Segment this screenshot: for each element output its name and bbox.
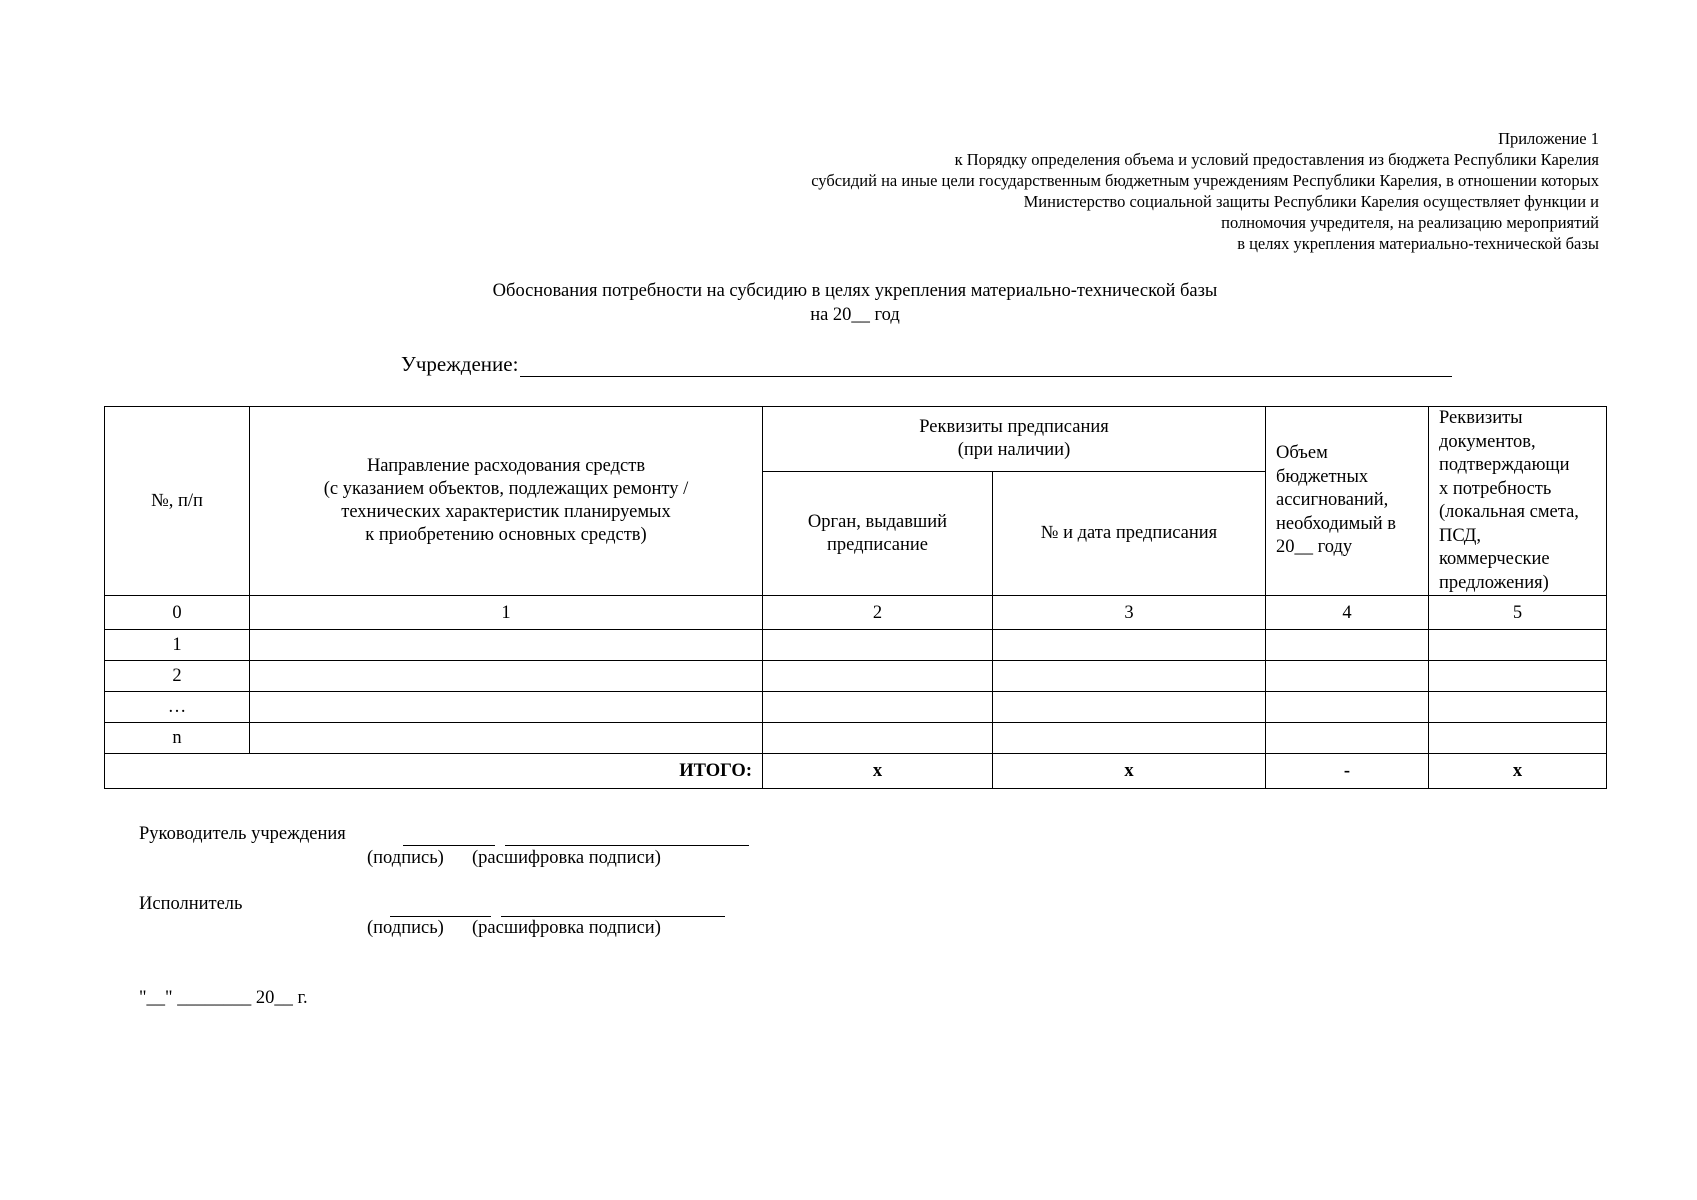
header-documents-line: ПСД, [1439,525,1482,546]
table-cell[interactable] [1429,723,1607,754]
appendix-line: Министерство социальной защиты Республики Карелия осуществляет функции и [1023,192,1599,211]
appendix-line: к Порядку определения объема и условий предоставления из бюджета Республики Карелия [954,150,1599,169]
header-volume [1266,407,1429,596]
table-cell[interactable] [1266,661,1429,692]
table-cell[interactable] [763,630,993,661]
date-line: "__" ________ 20__ г. [139,988,308,1008]
institution-underline[interactable] [520,354,1452,377]
table-cell[interactable] [250,723,763,754]
appendix-line: полномочия учредителя, на реализацию мероприятий [1221,213,1599,232]
institution-field [401,352,1452,377]
appendix-line: в целях укрепления материально-технической базы [1237,234,1599,253]
header-documents-line: (локальная смета, [1439,502,1579,522]
institution-label: Учреждение: [401,352,519,376]
header-documents-line: подтверждающи [1439,455,1570,475]
table-cell[interactable] [1429,630,1607,661]
total-row [105,754,1607,789]
column-number: 3 [993,596,1266,630]
header-requisites-line: Реквизиты предписания [919,417,1109,438]
header-organ-line: предписание [827,534,928,555]
table-cell[interactable] [993,692,1266,723]
header-direction-line: Направление расходования средств [366,456,646,476]
header-documents-line: Реквизиты [1439,408,1523,428]
table-cell[interactable] [1266,692,1429,723]
signature-head-label: Руководитель учреждения [139,824,346,844]
table-cell[interactable] [1429,661,1607,692]
justification-table [104,406,1607,789]
header-organ [763,472,993,596]
header-date: № и дата предписания [993,472,1266,596]
table-cell[interactable] [250,692,763,723]
total-organ: х [763,754,993,789]
total-label: ИТОГО: [105,754,763,789]
signature-executor-decode-line[interactable] [501,916,725,917]
appendix-header [811,128,1599,254]
signature-head-caption-sign: (подпись) [367,848,444,868]
document-title [0,279,1697,327]
table-cell[interactable] [1429,692,1607,723]
table-cell[interactable] [763,661,993,692]
title-line-2: на 20__ год [810,305,900,325]
column-number: 0 [105,596,250,630]
table-cell[interactable] [993,661,1266,692]
header-organ-line: Орган, выдавший [807,511,948,532]
header-requisites-group [763,407,1266,472]
row-number: n [105,723,250,754]
table-row [105,692,1607,723]
header-documents-line: предложения) [1439,572,1549,593]
column-number: 4 [1266,596,1429,630]
header-documents [1429,407,1607,596]
table-cell[interactable] [250,630,763,661]
header-volume-line: необходимый в [1276,513,1397,534]
signature-head-decode-line[interactable] [505,845,749,846]
signature-executor-caption-sign: (подпись) [367,918,444,938]
signature-head-caption-decode: (расшифровка подписи) [472,848,661,868]
table-cell[interactable] [1266,630,1429,661]
row-number: … [105,692,250,723]
signature-executor-sign-line[interactable] [390,916,491,917]
header-volume-line: бюджетных [1276,466,1369,487]
header-direction-line: (с указанием объектов, подлежащих ремонту / [323,479,689,499]
header-direction-line: технических характеристик планируемых [341,502,671,522]
header-volume-line: ассигнований, [1276,490,1389,511]
column-number: 1 [250,596,763,630]
header-documents-line: коммерческие [1439,549,1550,569]
header-volume-line: 20__ году [1276,537,1353,558]
appendix-line: Приложение 1 [1498,129,1599,148]
title-line-1: Обоснования потребности на субсидию в целях укрепления материально-технической базы [492,281,1218,301]
table-cell[interactable] [763,723,993,754]
appendix-line: субсидий на иные цели государственным бюджетным учреждениям Республики Карелия, в отношении которых [811,171,1599,190]
header-direction [250,407,763,596]
column-number: 2 [763,596,993,630]
total-date: х [993,754,1266,789]
table-cell[interactable] [250,661,763,692]
total-documents: х [1429,754,1607,789]
signature-executor-caption-decode: (расшифровка подписи) [472,918,661,938]
table-row [105,661,1607,692]
row-number: 1 [105,630,250,661]
header-requisites-line: (при наличии) [957,440,1071,461]
table-cell[interactable] [993,723,1266,754]
row-number: 2 [105,661,250,692]
signature-executor-label: Исполнитель [139,894,243,914]
header-documents-line: документов, [1439,431,1536,452]
table-cell[interactable] [1266,723,1429,754]
table-cell[interactable] [993,630,1266,661]
column-number: 5 [1429,596,1607,630]
table-row [105,630,1607,661]
table-row [105,723,1607,754]
total-volume: - [1266,754,1429,789]
header-num: №, п/п [105,407,250,596]
header-direction-line: к приобретению основных средств) [365,525,647,545]
table-cell[interactable] [763,692,993,723]
header-volume-line: Объем [1276,443,1328,464]
column-numbers-row [105,596,1607,630]
signature-head-sign-line[interactable] [403,845,495,846]
header-documents-line: х потребность [1439,478,1552,499]
